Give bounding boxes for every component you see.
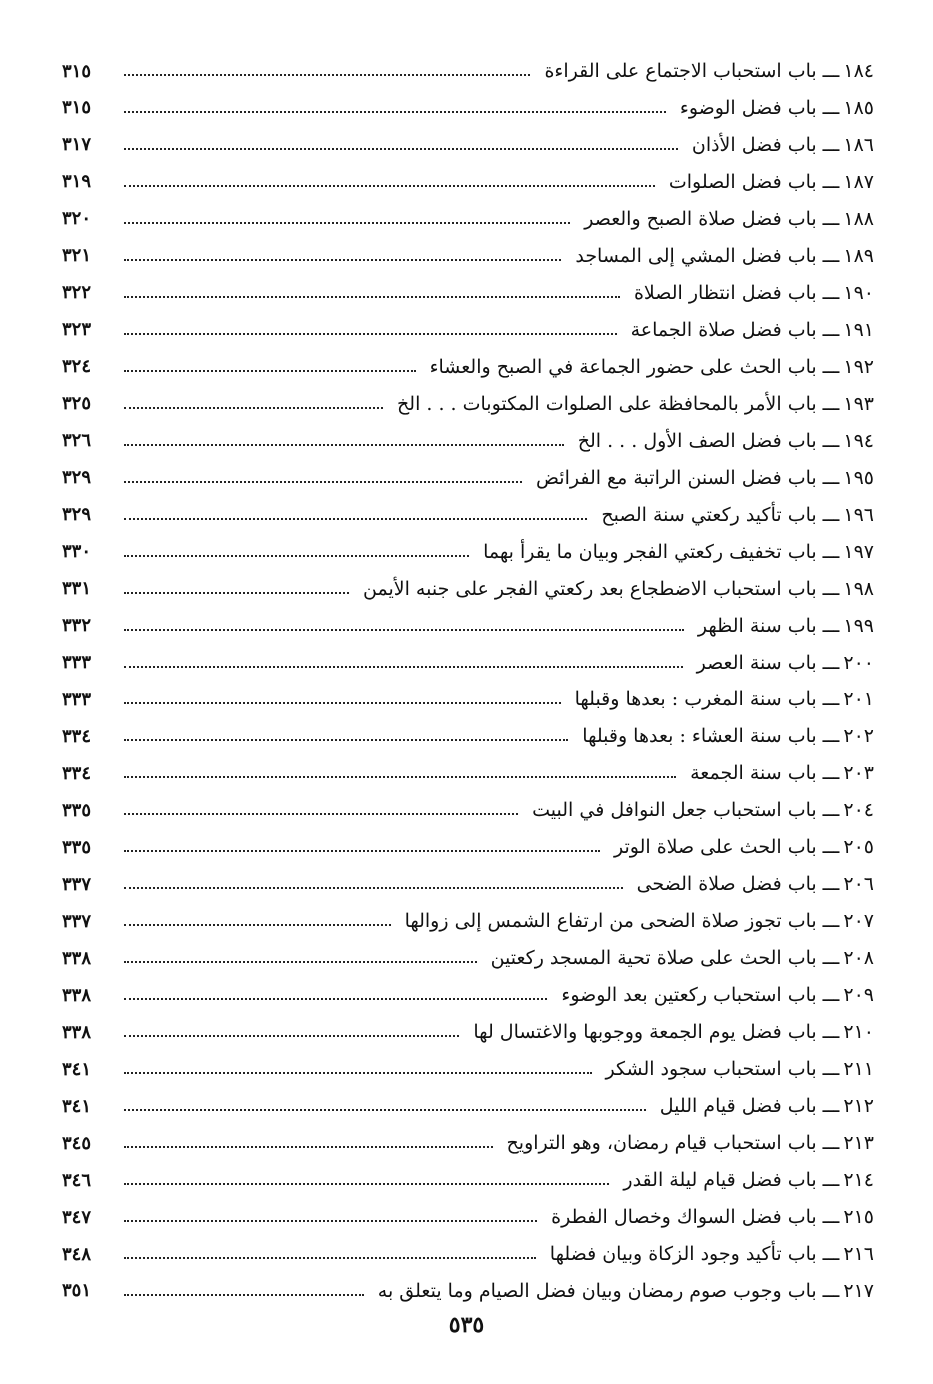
entry-dash: ـــ [822, 1058, 840, 1081]
toc-entry [62, 54, 874, 88]
entry-number: ١٨٥ [843, 96, 874, 119]
entry-title: باب الحث على صلاة تحية المسجد ركعتين [490, 947, 817, 970]
entry-number: ٢٠٠ [843, 651, 874, 674]
entry-title: باب الأمر بالمحافظة على الصلوات المكتوبات . . . الخ [397, 392, 817, 415]
toc-entry [62, 1237, 874, 1271]
entry-title: باب سنة الجمعة [690, 762, 817, 785]
entry-number: ١٩٢ [843, 355, 874, 378]
entry-number: ١٨٤ [843, 60, 874, 82]
entry-title: باب سنة العصر [696, 651, 817, 674]
entry-number: ١٩٣ [843, 392, 874, 415]
entry-number: ١٩٠ [843, 281, 874, 304]
dot-leader [124, 111, 666, 113]
entry-dash: ـــ [822, 318, 840, 341]
entry-page-number: ٣٤٨ [62, 1243, 92, 1265]
entry-title: باب تأكيد وجود الزكاة وبيان فضلها [549, 1243, 817, 1265]
entry-dash: ـــ [822, 207, 840, 230]
entry-dash: ـــ [822, 984, 840, 1007]
page-number: ٥٣٥ [448, 1312, 485, 1338]
toc-entry [62, 424, 874, 458]
dot-leader [124, 776, 676, 778]
dot-leader [124, 813, 518, 815]
dot-leader [124, 1035, 459, 1037]
entry-page-number: ٣٣٨ [62, 984, 92, 1006]
entry-title: باب الحث على صلاة الوتر [614, 836, 817, 859]
entry-dash: ـــ [822, 244, 840, 267]
toc-entry [62, 128, 874, 162]
entry-title: باب فضل قيام الليل [659, 1095, 817, 1118]
entry-page-number: ٣٢١ [62, 245, 92, 267]
toc-entry [62, 498, 874, 532]
toc-entry [62, 239, 874, 273]
toc-entry [62, 572, 874, 606]
entry-title: باب فضل صلاة الصبح والعصر [584, 207, 817, 230]
entry-dash: ـــ [822, 281, 840, 304]
entry-number: ١٩٩ [843, 614, 874, 637]
entry-title: باب فضل الأذان [691, 133, 817, 156]
toc-entry [62, 609, 874, 643]
entry-page-number: ٣١٩ [62, 171, 92, 193]
entry-dash: ـــ [822, 1279, 840, 1302]
entry-page-number: ٣١٥ [62, 60, 92, 82]
entry-page-number: ٣٣٢ [62, 615, 92, 637]
dot-leader [124, 998, 547, 1000]
toc-entry [62, 91, 874, 125]
entry-title: باب فضل قيام ليلة القدر [623, 1169, 817, 1192]
entry-page-number: ٣٢٣ [62, 319, 92, 341]
entry-title: باب استحباب سجود الشكر [605, 1058, 817, 1081]
entry-dash: ـــ [822, 1095, 840, 1118]
dot-leader [124, 850, 600, 852]
toc-entry [62, 682, 874, 716]
dot-leader [124, 1220, 537, 1222]
entry-title: باب فضل انتظار الصلاة [633, 281, 817, 304]
entry-title: باب سنة الظهر [697, 614, 817, 637]
entry-page-number: ٣١٥ [62, 97, 92, 119]
entry-dash: ـــ [822, 60, 840, 82]
entry-number: ٢٠٩ [843, 984, 874, 1007]
entry-page-number: ٣٣٧ [62, 873, 92, 895]
entry-dash: ـــ [822, 1169, 840, 1192]
entry-number: ٢١٧ [843, 1279, 874, 1302]
entry-page-number: ٣٣٥ [62, 799, 92, 821]
entry-page-number: ٣٣٥ [62, 836, 92, 858]
dot-leader [124, 739, 568, 741]
entry-number: ١٩٨ [843, 577, 874, 600]
entry-dash: ـــ [822, 1206, 840, 1229]
entry-number: ٢٠٨ [843, 947, 874, 970]
entry-page-number: ٣٤١ [62, 1095, 92, 1117]
entry-dash: ـــ [822, 170, 840, 193]
entry-title: باب وجوب صوم رمضان وبيان فضل الصيام وما يتعلق به [377, 1279, 817, 1302]
entry-dash: ـــ [822, 503, 840, 526]
dot-leader [124, 702, 561, 704]
entry-dash: ـــ [822, 614, 840, 637]
dot-leader [124, 370, 416, 372]
entry-number: ١٨٦ [843, 133, 874, 156]
entry-dash: ـــ [822, 725, 840, 748]
entry-dash: ـــ [822, 651, 840, 674]
toc-entry [62, 1163, 874, 1197]
entry-title: باب تأكيد ركعتي سنة الصبح [601, 503, 817, 526]
entry-number: ٢٠٧ [843, 910, 874, 933]
entry-number: ١٩٧ [843, 540, 874, 563]
entry-page-number: ٣٣٧ [62, 910, 92, 932]
toc-entry [62, 350, 874, 384]
dot-leader [124, 74, 530, 76]
entry-title: باب استحباب ركعتين بعد الوضوء [561, 984, 817, 1007]
entry-dash: ـــ [822, 688, 840, 711]
entry-title: باب فضل الوضوء [679, 96, 817, 119]
dot-leader [124, 961, 477, 963]
entry-number: ٢٠٢ [843, 725, 874, 748]
entry-dash: ـــ [822, 947, 840, 970]
entry-dash: ـــ [822, 429, 840, 452]
toc-entry [62, 1015, 874, 1049]
toc-entry [62, 165, 874, 199]
entry-number: ٢٠٣ [843, 762, 874, 785]
entry-title: باب تجوز صلاة الضحى من ارتفاع الشمس إلى زوالها [404, 910, 817, 933]
entry-number: ١٨٩ [843, 244, 874, 267]
entry-dash: ـــ [822, 392, 840, 415]
entry-number: ٢٠٤ [843, 799, 874, 822]
entry-number: ١٩٤ [843, 429, 874, 452]
entry-page-number: ٣٢٦ [62, 430, 92, 452]
toc-entry [62, 904, 874, 938]
entry-dash: ـــ [822, 873, 840, 896]
dot-leader [124, 407, 383, 409]
entry-page-number: ٣٢٩ [62, 467, 92, 489]
entry-page-number: ٣٢٥ [62, 393, 92, 415]
toc-entry [62, 276, 874, 310]
entry-title: باب فضل صلاة الضحى [636, 873, 817, 896]
entry-page-number: ٣٣٤ [62, 762, 92, 784]
entry-page-number: ٣٣٣ [62, 688, 92, 710]
dot-leader [124, 887, 623, 889]
entry-number: ٢١٠ [843, 1021, 874, 1044]
entry-title: باب تخفيف ركعتي الفجر وبيان ما يقرأ بهما [483, 540, 817, 563]
toc-entry [62, 1274, 874, 1308]
entry-number: ٢٠٥ [843, 836, 874, 859]
dot-leader [124, 1109, 646, 1111]
entry-dash: ـــ [822, 1243, 840, 1265]
entry-title: باب فضل السنن الراتبة مع الفرائض [536, 466, 817, 489]
dot-leader [124, 555, 469, 557]
dot-leader [124, 1294, 364, 1296]
entry-dash: ـــ [822, 577, 840, 600]
entry-dash: ـــ [822, 762, 840, 785]
entry-dash: ـــ [822, 540, 840, 563]
dot-leader [124, 333, 617, 335]
entry-page-number: ٣٢٩ [62, 504, 92, 526]
entry-number: ١٩٦ [843, 503, 874, 526]
entry-title: باب فضل الصف الأول . . . الخ [577, 429, 817, 452]
entry-title: باب فضل صلاة الجماعة [630, 318, 817, 341]
entry-number: ٢١٦ [843, 1243, 874, 1265]
toc-entry [62, 535, 874, 569]
toc-entry [62, 646, 874, 680]
dot-leader [124, 481, 522, 483]
toc-entry [62, 719, 874, 753]
entry-title: باب استحباب الاضطجاع بعد ركعتي الفجر على جنبه الأيمن [363, 577, 817, 600]
entry-number: ٢٠١ [843, 688, 874, 711]
entry-title: باب فضل المشي إلى المساجد [575, 244, 817, 267]
toc-entry [62, 867, 874, 901]
toc-entry [62, 202, 874, 236]
entry-title: باب فضل يوم الجمعة ووجوبها والاغتسال لها [473, 1021, 817, 1044]
dot-leader [124, 592, 349, 594]
entry-page-number: ٣٣٨ [62, 1021, 92, 1043]
dot-leader [124, 924, 391, 926]
dot-leader [124, 148, 678, 150]
dot-leader [124, 222, 570, 224]
entry-dash: ـــ [822, 836, 840, 859]
entry-page-number: ٣١٧ [62, 134, 92, 156]
entry-number: ١٨٧ [843, 170, 874, 193]
toc-entry [62, 461, 874, 495]
dot-leader [124, 296, 620, 298]
toc-entry [62, 793, 874, 827]
dot-leader [124, 629, 684, 631]
entry-number: ٢١٤ [843, 1169, 874, 1192]
entry-page-number: ٣٣١ [62, 578, 92, 600]
entry-number: ٢١٥ [843, 1206, 874, 1229]
dot-leader [124, 444, 564, 446]
toc-entry [62, 756, 874, 790]
toc-entry [62, 1126, 874, 1160]
entry-page-number: ٣٣٣ [62, 652, 92, 673]
entry-page-number: ٣٤٥ [62, 1132, 92, 1154]
entry-page-number: ٣٥١ [62, 1280, 92, 1302]
entry-title: باب استحباب الاجتماع على القراءة [544, 60, 817, 82]
entry-page-number: ٣٢٠ [62, 208, 92, 230]
entry-page-number: ٣٣٤ [62, 725, 92, 747]
entry-title: باب الحث على حضور الجماعة في الصبح والعشاء [429, 355, 817, 378]
dot-leader [124, 666, 683, 668]
toc-entry [62, 830, 874, 864]
dot-leader [124, 185, 655, 187]
dot-leader [124, 518, 587, 520]
entry-title: باب سنة المغرب : بعدها وقبلها [574, 688, 817, 711]
entry-number: ١٩١ [843, 318, 874, 341]
entry-number: ١٨٨ [843, 207, 874, 230]
entry-dash: ـــ [822, 133, 840, 156]
entry-dash: ـــ [822, 1021, 840, 1044]
entry-number: ٢١٣ [843, 1132, 874, 1155]
entry-page-number: ٣٢٢ [62, 282, 92, 304]
dot-leader [124, 1146, 493, 1148]
toc-entry [62, 1200, 874, 1234]
toc-entry [62, 1089, 874, 1123]
entry-page-number: ٣٣٨ [62, 947, 92, 969]
entry-page-number: ٣٤١ [62, 1058, 92, 1080]
dot-leader [124, 1183, 609, 1185]
entry-dash: ـــ [822, 355, 840, 378]
entry-number: ١٩٥ [843, 466, 874, 489]
entry-page-number: ٣٤٧ [62, 1206, 92, 1228]
entry-number: ٢٠٦ [843, 873, 874, 896]
dot-leader [124, 259, 561, 261]
entry-title: باب استحباب جعل النوافل في البيت [532, 799, 817, 822]
entry-page-number: ٣٤٦ [62, 1169, 92, 1191]
entry-dash: ـــ [822, 910, 840, 933]
entry-number: ٢١٢ [843, 1095, 874, 1118]
entry-title: باب فضل السواك وخصال الفطرة [551, 1206, 817, 1229]
entry-title: باب فضل الصلوات [668, 170, 817, 193]
dot-leader [124, 1072, 592, 1074]
entry-dash: ـــ [822, 1132, 840, 1155]
entry-page-number: ٣٣٠ [62, 541, 92, 563]
entry-title: باب استحباب قيام رمضان، وهو التراويح [506, 1132, 817, 1155]
toc-entry [62, 978, 874, 1012]
table-of-contents [62, 54, 874, 1308]
entry-page-number: ٣٢٤ [62, 356, 92, 378]
toc-entry [62, 941, 874, 975]
dot-leader [124, 1257, 536, 1259]
toc-entry [62, 313, 874, 347]
entry-title: باب سنة العشاء : بعدها وقبلها [582, 725, 817, 748]
entry-dash: ـــ [822, 466, 840, 489]
toc-entry [62, 1052, 874, 1086]
entry-dash: ـــ [822, 799, 840, 822]
entry-dash: ـــ [822, 96, 840, 119]
entry-number: ٢١١ [843, 1058, 874, 1081]
toc-entry [62, 387, 874, 421]
